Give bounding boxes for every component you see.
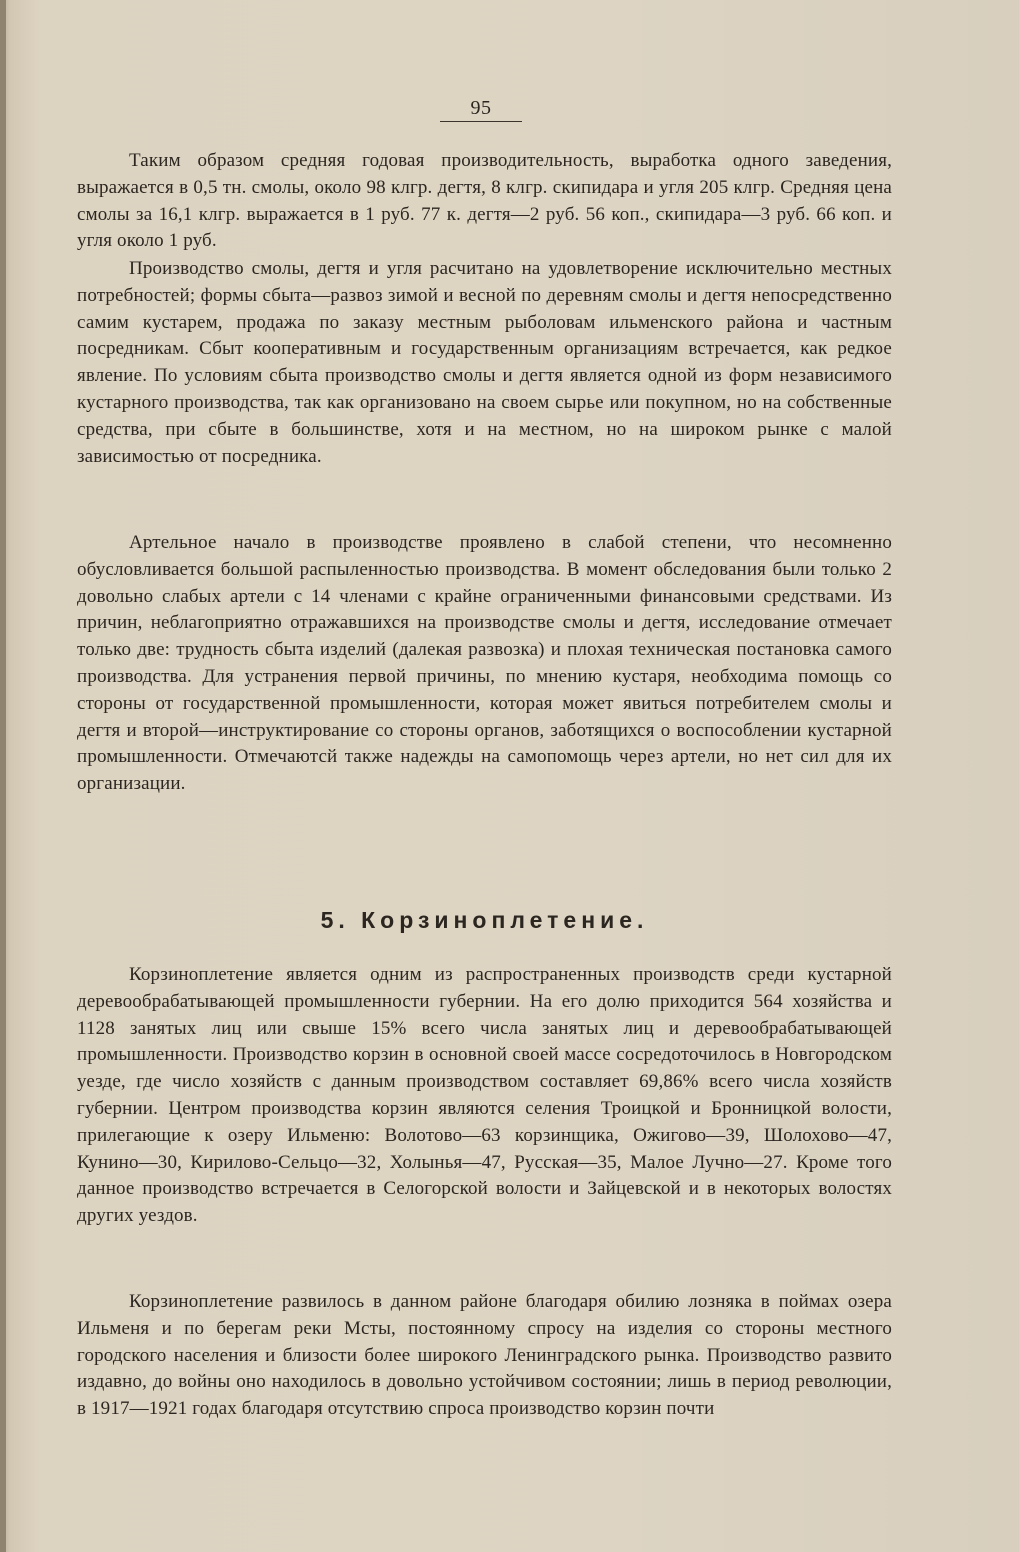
paragraph-basket-weaving: Корзиноплетение является одним из распространенных производств среди кустарной деревообрабатывающей промышленности губернии. На его долю приходится 564 хозяйства и 1128 занятых лиц или свыше 15% всего числа занятых лиц и деревообрабатывающей промышленности. Производство корзин в основной своей массе сосредоточилось в Новгородском уезде, где число хозяйств с данным производством составляет 69,86% всего числа хозяйств губернии. Центром производства корзин являются селения Троицкой и Бронницкой волости, прилегающие к озеру Ильменю: Волотово—63 корзинщика, Ожигово—39, Шолохово—47, Кунино—30, Кирилово-Сельцо—32, Холынья—47, Русская—35, Малое Лучно—27. Кроме того данное производство встречается в Селогорской волости и Зайцевской и в некоторых волостях других уездов. [77,964,892,1227]
paragraph-productivity: Таким образом средняя годовая производительность, выработка одного заведения, выражается в 0,5 тн. смолы, около 98 клгр. дегтя, 8 клгр. скипидара и угля 205 клгр. Средняя цена смолы за 16,1 клгр. выражается в 1 руб. 77 к. дегтя—2 руб. 56 коп., скипидара—3 руб. 66 коп. и угля около 1 руб. [77,150,892,252]
paragraph-basket-origins: Корзиноплетение развилось в данном районе благодаря обилию лозняка в поймах озера Ильменя и по берегам реки Мсты, постоянному спросу на изделия со стороны местного городского населения и близости более широкого Ленинградского рынка. Производство развито издавно, до войны оно находилось в довольно устойчивом состоянии; лишь в период революции, в 1917—1921 годах благодаря отсутствию спроса производство корзин почти [77,1291,892,1420]
paragraph-market: Производство смолы, дегтя и угля расчитано на удовлетворение исключительно местных потребностей; формы сбыта—развоз зимой и весной по деревням смолы и дегтя непосредственно самим кустарем, продажа по заказу местным рыболовам ильменского района и частным посредникам. Сбыт кооперативным и государственным организациям встречается, как редкое явление. По условиям сбыта производство смолы и дегтя является одной из форм независимого кустарного производства, так как организовано на своем сырье или покупном, но на собственные средства, при сбыте в большинстве, хотя и на местном, но на широком рынке с малой зависимостью от посредника. [77,258,892,467]
book-spine-edge [0,0,6,1552]
section-heading: 5. Корзиноплетение. [320,907,649,933]
page-number-underline [440,121,522,122]
paragraph-artels: Артельное начало в производстве проявлено в слабой степени, что несомненно обусловливается большой распыленностью производства. В момент обследования были только 2 довольно слабых артели с 14 членами с крайне ограниченными финансовыми средствами. Из причин, неблагоприятно отражавшихся на производстве смолы и дегтя, исследование отмечает только две: трудность сбыта изделий (далекая развозка) и плохая техническая постановка самого производства. Для устранения первой причины, по мнению кустаря, необходима помощь со стороны от государственной промышленности, которая может явиться потребителем смолы и дегтя и второй—инструктирование со стороны органов, заботящихся о воспособлении кустарной промышленности. Отмечаютсй также надежды на самопомощь через артели, но нет сил для их организации. [77,532,892,795]
page-number: 95 [470,97,492,119]
